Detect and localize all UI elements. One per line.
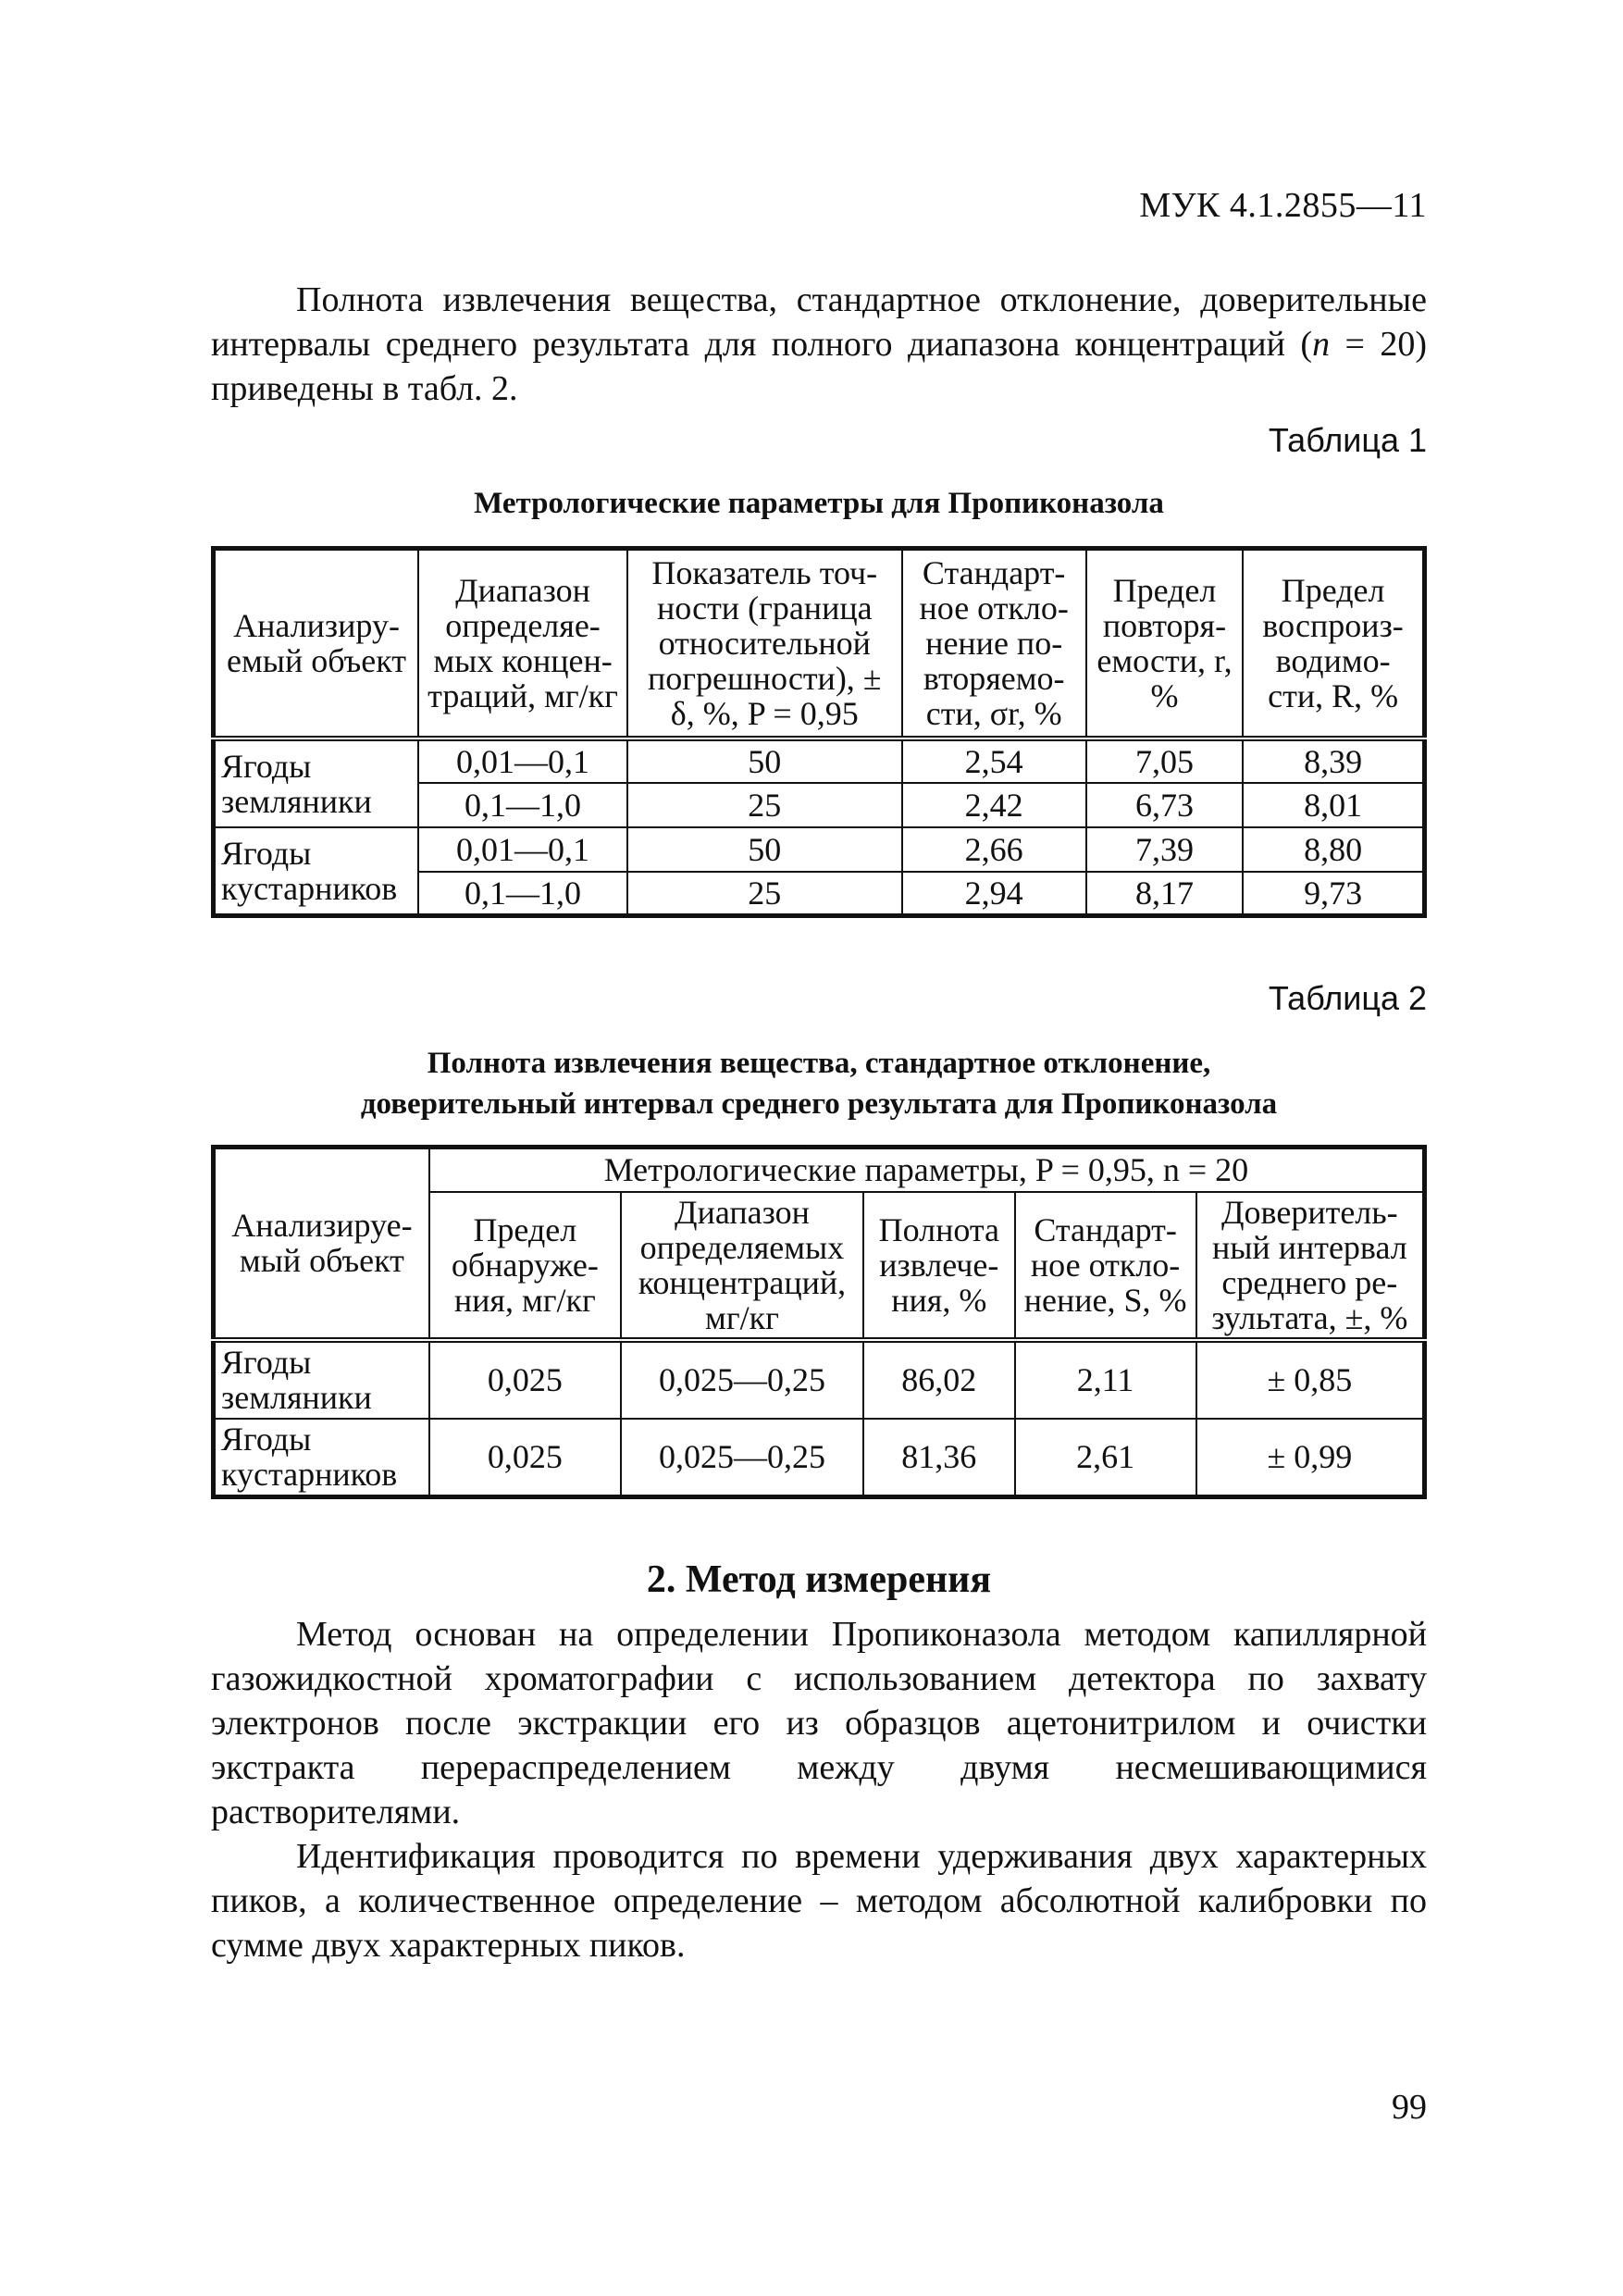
table2-object-cell: Ягоды земляники <box>214 1340 429 1419</box>
table-cell: 0,1—1,0 <box>418 783 627 827</box>
table1-header-accuracy: Показатель точ-ности (граница относительной погрешности), ± δ, %, P = 0,95 <box>627 549 902 738</box>
table-cell: 6,73 <box>1086 783 1243 827</box>
table1-header-range: Диапазон определяе-мых концен-траций, мг/кг <box>418 549 627 738</box>
table2-header-object: Анализируе-мый объект <box>214 1148 429 1340</box>
table-cell: 8,17 <box>1086 872 1243 916</box>
table1-object-cell: Ягоды земляники <box>214 738 419 827</box>
table-cell: 86,02 <box>863 1340 1014 1419</box>
table-cell: 2,42 <box>902 783 1086 827</box>
table2-header-ci: Доверитель-ный интервал среднего ре-зультата, ±, % <box>1196 1192 1425 1340</box>
table-cell: 2,94 <box>902 872 1086 916</box>
table2-header-recovery: Полнота извлече-ния, % <box>863 1192 1014 1340</box>
table-cell: ± 0,99 <box>1196 1419 1425 1497</box>
table2-header-std: Стандарт-ное откло-нение, S, % <box>1015 1192 1196 1340</box>
table2-object-cell: Ягоды кустарников <box>214 1419 429 1497</box>
table2-header-lod: Предел обнаруже-ния, мг/кг <box>429 1192 621 1340</box>
table2-header-group: Метрологические параметры, P = 0,95, n = 20 <box>429 1148 1425 1192</box>
table-cell: 0,025—0,25 <box>621 1340 863 1419</box>
table-row <box>214 738 1425 783</box>
table-cell: 0,025 <box>429 1340 621 1419</box>
section-heading: 2. Метод измерения <box>646 1558 992 1601</box>
table-cell: ± 0,85 <box>1196 1340 1425 1419</box>
table-cell: 2,54 <box>902 738 1086 783</box>
table-cell: 7,05 <box>1086 738 1243 783</box>
table-cell: 25 <box>627 872 902 916</box>
page-number: 99 <box>1392 2088 1427 2127</box>
table2 <box>211 1145 1427 1499</box>
table1-object-cell: Ягоды кустарников <box>214 827 419 916</box>
table-cell: 0,1—1,0 <box>418 872 627 916</box>
table2-label: Таблица 2 <box>1268 979 1427 1017</box>
table1 <box>211 546 1427 918</box>
table-cell: 8,39 <box>1243 738 1424 783</box>
table1-header-std: Стандарт-ное откло-нение по-вторяемо-сти, σr, % <box>902 549 1086 738</box>
table-cell: 50 <box>627 738 902 783</box>
intro-paragraph: Полнота извлечения вещества, стандартное отклонение, доверительные интервалы среднего результата для полного диапазона концентраций (n = 20) приведены в табл. 2. <box>211 280 1427 408</box>
table1-header-row <box>214 549 1425 738</box>
table-row <box>214 827 1425 872</box>
table-cell: 50 <box>627 827 902 872</box>
table1-header-repeatability: Предел повторя-емости, r, % <box>1086 549 1243 738</box>
table2-title-line: Полнота извлечения вещества, стандартное отклонение, <box>427 1047 1211 1080</box>
table-cell: 9,73 <box>1243 872 1424 916</box>
method-paragraph: Метод основан на определении Пропиконазола методом капиллярной газожидкостной хроматографии с использованием детектора по захвату электронов после экстракции его из образцов ацетонитрилом и очистки экстракта перераспределением между двумя несмешивающимися растворителями. <box>211 1615 1427 1831</box>
table-cell: 8,80 <box>1243 827 1424 872</box>
table2-title <box>211 1043 1427 1124</box>
table-cell: 25 <box>627 783 902 827</box>
table-cell: 7,39 <box>1086 827 1243 872</box>
table2-header-row <box>214 1148 1425 1192</box>
table1-header-object: Анализиру-емый объект <box>214 549 419 738</box>
table-cell: 0,01—0,1 <box>418 827 627 872</box>
table-cell: 0,025 <box>429 1419 621 1497</box>
table2-header-range: Диапазон определяемых концентраций, мг/кг <box>621 1192 863 1340</box>
table1-title: Метрологические параметры для Пропиконазола <box>474 487 1164 520</box>
table-cell: 81,36 <box>863 1419 1014 1497</box>
table-cell: 0,025—0,25 <box>621 1419 863 1497</box>
table-cell: 0,01—0,1 <box>418 738 627 783</box>
table-cell: 8,01 <box>1243 783 1424 827</box>
table-cell: 2,61 <box>1015 1419 1196 1497</box>
table1-header-reproducibility: Предел воспроиз-водимо-сти, R, % <box>1243 549 1424 738</box>
table-cell: 2,11 <box>1015 1340 1196 1419</box>
table-row <box>214 1419 1425 1497</box>
document-code: МУК 4.1.2855—11 <box>1139 186 1427 225</box>
table-row <box>214 1340 1425 1419</box>
table2-title-line: доверительный интервал среднего результата для Пропиконазола <box>360 1087 1278 1121</box>
table1-label: Таблица 1 <box>1268 421 1427 459</box>
table-cell: 2,66 <box>902 827 1086 872</box>
identification-paragraph: Идентификация проводится по времени удерживания двух характерных пиков, а количественное определение – методом абсолютной калибровки по сумме двух характерных пиков. <box>211 1837 1427 1965</box>
